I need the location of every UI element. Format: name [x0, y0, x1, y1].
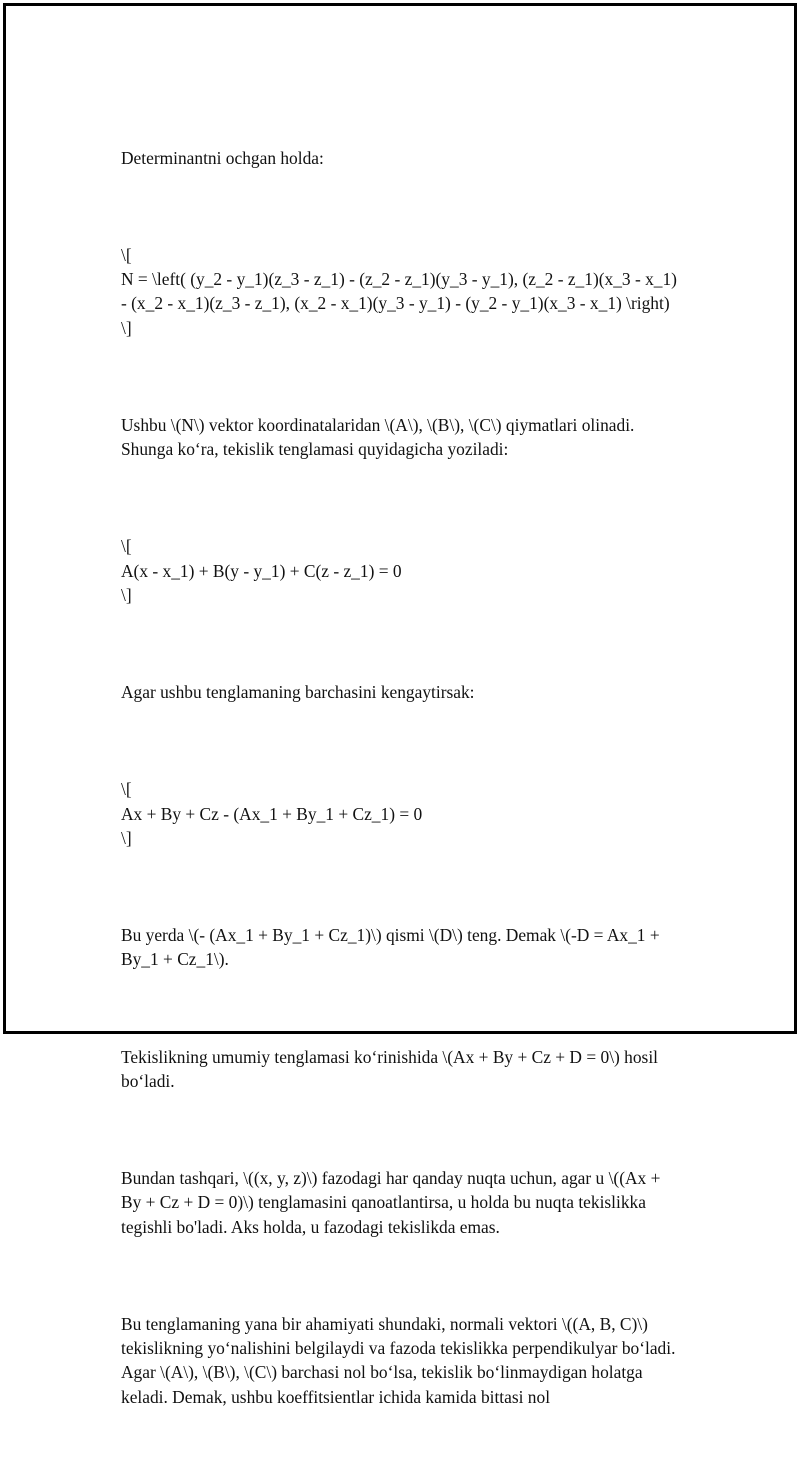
document-body: [121, 97, 681, 1482]
equation-plane-point-form: \[ A(x - x_1) + B(y - y_1) + C(z - z_1) = 0 \]: [121, 536, 402, 605]
paragraph-intro: Determinantni ochgan holda:: [121, 147, 324, 168]
paragraph-general-equation: Tekislikning umumiy tenglamasi ko‘rinishida \(Ax + By + Cz + D = 0\) hosil bo‘ladi.: [121, 1046, 663, 1091]
paragraph-coefficients: Ushbu \(N\) vektor koordinatalaridan \(A\), \(B\), \(C\) qiymatlari olinadi. Shunga ko‘ra, tekislik tenglamasi quyidagicha yoziladi:: [121, 414, 639, 460]
document-page: [3, 3, 797, 1407]
paragraph-point-membership: Bundan tashqari, \((x, y, z)\) fazodagi har qanday nuqta uchun, agar u \((Ax + By + Cz + D = 0)\) tenglamasini qanoatlantirsa, u holda bu nuqta tekislikka tegishli bo'ladi. Aks holda, u fazodagi tekislikda emas.: [121, 1168, 665, 1237]
paragraph-normal-significance: Bu tenglamaning yana bir ahamiyati shundaki, normali vektori \((A, B, C)\) tekislikning yo‘nalishini belgilaydi va fazoda tekislikka perpendikulyar bo‘ladi. Agar \(A\), \(B\), \(C\) barchasi nol bo‘lsa, tekislik bo‘linmaydigan holatga keladi. Demak, ushbu koeffitsientlar ichida kamida bittasi nol: [121, 1313, 679, 1407]
paragraph-define-d: Bu yerda \(- (Ax_1 + By_1 + Cz_1)\) qismi \(D\) teng. Demak \(-D = Ax_1 + By_1 + Cz_1\).: [121, 925, 665, 970]
equation-normal-vector: \[ N = \left( (y_2 - y_1)(z_3 - z_1) - (z_2 - z_1)(y_3 - y_1), (z_2 - z_1)(x_3 - x_1) - (x_2 - x_1)(z_3 - z_1), (x_2 - x_1)(y_3 - y_1) - (y_2 - y_1)(x_3 - x_1) \right) \]: [121, 244, 677, 338]
equation-expanded: \[ Ax + By + Cz - (Ax_1 + By_1 + Cz_1) = 0 \]: [121, 779, 423, 848]
paragraph-expand: Agar ushbu tenglamaning barchasini kengaytirsak:: [121, 682, 475, 703]
